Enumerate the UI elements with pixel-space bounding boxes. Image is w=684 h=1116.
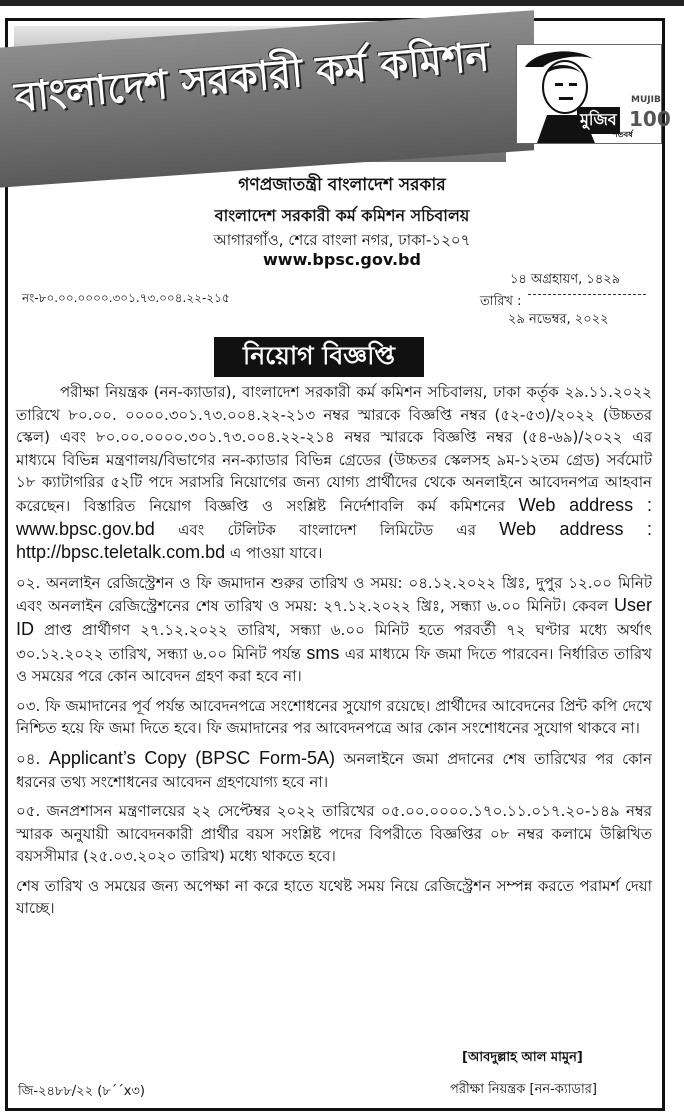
- sms-term: sms: [306, 642, 340, 663]
- government-title: গণপ্রজাতন্ত্রী বাংলাদেশ সরকার: [238, 175, 446, 195]
- press-reference: জি-২৪৮৮/২২ (৮ˊˊx৩): [18, 1084, 145, 1099]
- top-rule: [0, 0, 684, 6]
- para1-text-a: পরীক্ষা নিয়ন্ত্রক (নন-ক্যাডার), বাংলাদেশ সরকারী কর্ম কমিশন সচিবালয়, ঢাকা কর্তৃক ২৯.১১.২০২২ তারিখে ৮০.০০. ০০০০.৩০১.৭৩.০০৪.২২-২১৩ নম্বর স্মারকে বিজ্ঞপ্তি নম্বর (৫২-৫৩)/২০২২ (উচ্চতর স্কেল) এবং ৮০.০০.০০০০.৩০১.৭৩.০০৪.২২-২১৪ নম্বর স্মারকে বিজ্ঞপ্তি নম্বর (৫৪-৬৯)/২০২২ এর মাধ্যমে বিভিন্ন মন্ত্রণালয়/বিভাগের নন-ক্যাডার বিভিন্ন গ্রেডের (উচ্চতর স্কেলসহ ৯ম-১২তম গ্রেড) সর্বমোট ১৮ ক্যাটাগরির ৫২টি পদে সরাসরি নিয়োগের জন্য যোগ্য প্রার্থীদের থেকে অনলাইনে আবেদনপত্র আহবান করেছেন। বিস্তারিত নিয়োগ বিজ্ঞপ্তি ও সংশ্লিষ্ট নির্দেশাবলি কর্ম কমিশনের: [16, 383, 652, 515]
- memo-number: নং-৮০.০০.০০০০.৩০১.৭৩.০০৪.২২-২১৫: [22, 291, 230, 305]
- mujib-100-logo: [516, 44, 671, 144]
- paragraph-4: [16, 747, 652, 793]
- website-link[interactable]: www.bpsc.gov.bd: [263, 250, 421, 269]
- para2-text-b: প্রাপ্ত প্রার্থীগণ ২৭.১২.২০২২ তারিখ, সন্ধ্যা ৬.০০ মিনিট হতে পরবর্তী ৭২ ঘণ্টার মধ্যে অর্থাৎ ৩০.১২.২০২২ তারিখ, সন্ধ্যা ৬.০০ মিনিট পর্যন্ত: [16, 620, 652, 663]
- user-id-term: User ID: [16, 595, 652, 639]
- applicant-copy-term: Applicant’s Copy (BPSC Form-5A): [48, 747, 336, 768]
- hundred-mark: 100: [629, 107, 671, 131]
- paragraph-3: ০৩. ফি জমাদানের পূর্ব পর্যন্ত আবেদনপত্রে সংশোধনের সুযোগ রয়েছে। প্রার্থীদের আবেদনের প্রিন্ট কপি দেখে নিশ্চিত হয়ে ফি জমা দিতে হবে। ফি জমাদানের পর আবেদনপত্রে আর কোন সংশোধনের সুযোগ থাকবে না।: [16, 696, 652, 738]
- shatabarsho-text: শতবর্ষ: [613, 130, 633, 139]
- bpsc-building-photo: [14, 26, 506, 162]
- date-label: তারিখ :: [480, 294, 522, 309]
- para1-text-b: এবং টেলিটক বাংলাদেশ লিমিটেড এর: [178, 520, 477, 539]
- paragraph-1: [16, 381, 652, 565]
- date-bangla: ১৪ অগ্রহায়ণ, ১৪২৯: [510, 272, 621, 287]
- para1-text-c: এ পাওয়া যাবে।: [229, 544, 323, 563]
- signatory-designation: পরীক্ষা নিয়ন্ত্রক [নন-ক্যাডার]: [450, 1082, 597, 1097]
- signatory-name: [আবদুল্লাহ আল মামুন]: [462, 1050, 583, 1065]
- mujib-english: MUJIB: [631, 95, 661, 105]
- teletalk-web-address[interactable]: Web address : http://bpsc.teletalk.com.bd: [16, 518, 652, 563]
- para2-text-c: এর মাধ্যমে ফি জমা দিতে পারবেন। নির্ধারিত তারিখ ও সময়ের পরে কোন আবেদন গ্রহণ করা হবে না।: [16, 644, 652, 686]
- mujib-bangla: মুজিব: [577, 107, 620, 134]
- paragraph-5: ০৫. জনপ্রশাসন মন্ত্রণালয়ের ২২ সেপ্টেম্বর ২০২২ তারিখের ০৫.০০.০০০০.১৭০.১১.০১৭.২০-১৪৯ নম্বর স্মারক অনুযায়ী আবেদনকারী প্রার্থীর বয়স সংশ্লিষ্ট পদের বিপরীতে বিজ্ঞপ্তির ০৮ নম্বর কলামে উল্লিখিত বয়সসীমার (২৫.০৩.২০২০ তারিখ) মধ্যে থাকতে হবে।: [16, 802, 652, 866]
- para4-text: অনলাইনে জমা প্রদানের শেষ তারিখের পর কোন ধরনের তথ্য সংশোধনের আবেদন গ্রহণযোগ্য হবে না।: [16, 749, 652, 791]
- notice-title: নিয়োগ বিজ্ঞপ্তি: [214, 337, 424, 377]
- para2-text-a: ০২. অনলাইন রেজিস্ট্রেশন ও ফি জমাদান শুরুর তারিখ ও সময়: ০৪.১২.২০২২ খ্রিঃ, দুপুর ১২.০০ মিনিট এবং অনলাইন রেজিস্ট্রেশনের শেষ তারিখ ও সময়: ২৭.১২.২০২২ খ্রিঃ, সন্ধ্যা ৬.০০ মিনিট। কেবল: [16, 573, 652, 616]
- secretariat-title: বাংলাদেশ সরকারী কর্ম কমিশন সচিবালয়: [214, 206, 470, 225]
- date-english: ২৯ নভেম্বর, ২০২২: [508, 312, 609, 327]
- para4-number: ০৪.: [16, 749, 41, 768]
- building-signboard: বাংলাদেশ সরকারী কর্ম কমিশন: [12, 33, 492, 122]
- paragraph-6: শেষ তারিখ ও সময়ের জন্য অপেক্ষা না করে হাতে যথেষ্ট সময় নিয়ে রেজিস্ট্রেশন সম্পন্ন করতে পরামর্শ দেয়া যাচ্ছে।: [16, 876, 652, 918]
- paragraph-2: [16, 572, 652, 688]
- address-line: আগারগাঁও, শেরে বাংলা নগর, ঢাকা-১২০৭: [213, 231, 471, 249]
- notice-body: [16, 381, 652, 927]
- date-divider: [528, 294, 646, 295]
- bpsc-web-address[interactable]: Web address : www.bpsc.gov.bd: [16, 494, 652, 539]
